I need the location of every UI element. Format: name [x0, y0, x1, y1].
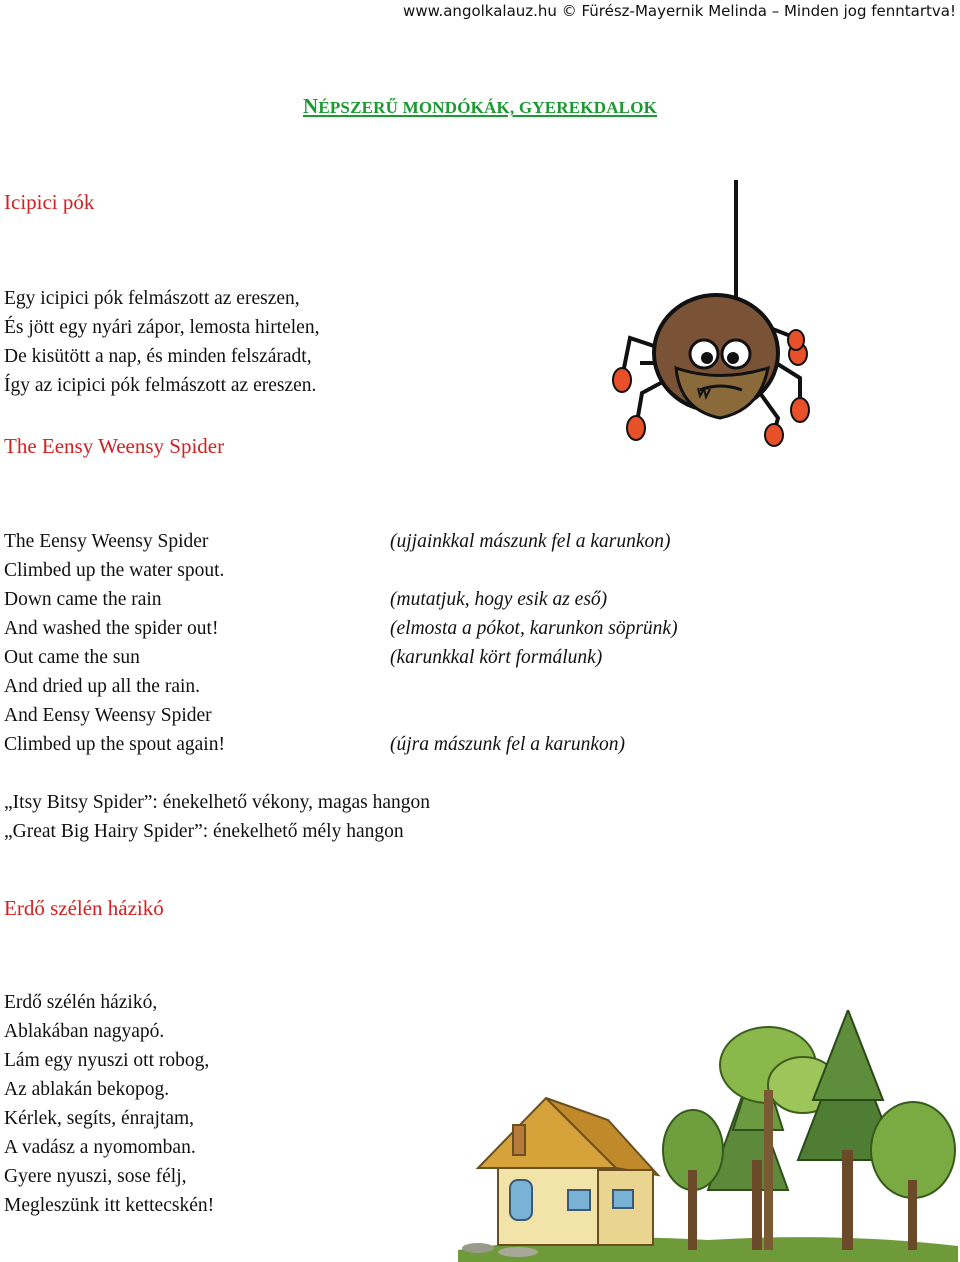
poem-line: Down came the rain: [4, 589, 162, 610]
poem-line: Out came the sun: [4, 647, 140, 668]
gesture-note: (ujjainkkal mászunk fel a karunkon): [390, 531, 671, 552]
poem-line: Az ablakán bekopog.: [4, 1079, 170, 1100]
poem-line: Gyere nyuszi, sose félj,: [4, 1166, 187, 1187]
variant-line: „Itsy Bitsy Spider”: énekelhető vékony, magas hangon: [4, 792, 431, 813]
gesture-note: (mutatjuk, hogy esik az eső): [390, 589, 608, 610]
poem-line: And Eensy Weensy Spider: [4, 705, 212, 726]
gesture-note: (karunkkal kört formálunk): [390, 647, 603, 668]
variant-line: „Great Big Hairy Spider”: énekelhető mély hangon: [4, 821, 404, 842]
poem-line: The Eensy Weensy Spider: [4, 531, 209, 552]
poem-line: És jött egy nyári zápor, lemosta hirtelen,: [4, 317, 320, 338]
page-title: [0, 94, 960, 119]
forest-house-illustration: [458, 1010, 958, 1262]
poem-line: Így az icipici pók felmászott az ereszen.: [4, 375, 317, 396]
poem-line: And dried up all the rain.: [4, 676, 201, 697]
title-rest: ÉPSZERŰ MONDÓKÁK, GYEREKDALOK: [318, 98, 658, 117]
poem-erdo-szelen: [4, 988, 214, 1220]
poem-line: A vadász a nyomomban.: [4, 1137, 196, 1158]
poem-line: Climbed up the spout again!: [4, 734, 225, 755]
title-first-letter: N: [302, 94, 319, 118]
gesture-note: [390, 701, 678, 730]
gesture-note: (elmosta a pókot, karunkon söprünk): [390, 618, 678, 639]
gesture-notes: [390, 527, 678, 759]
poem-icipici-pok: [4, 284, 319, 400]
section-heading-eensy-weensy: The Eensy Weensy Spider: [4, 434, 225, 458]
poem-line: And washed the spider out!: [4, 618, 219, 639]
poem-line: Megleszünk itt kettecskén!: [4, 1195, 215, 1216]
spider-illustration: [600, 178, 820, 448]
poem-line: Kérlek, segíts, énrajtam,: [4, 1108, 195, 1129]
section-heading-erdo-szelen: Erdő szélén házikó: [4, 896, 164, 920]
gesture-note: [390, 556, 678, 585]
poem-line: De kisütött a nap, és minden felszáradt,: [4, 346, 312, 367]
poem-line: Climbed up the water spout.: [4, 560, 225, 581]
poem-line: Lám egy nyuszi ott robog,: [4, 1050, 210, 1071]
gesture-note: [390, 672, 678, 701]
poem-line: Erdő szélén házikó,: [4, 992, 158, 1013]
poem-line: Ablakában nagyapó.: [4, 1021, 165, 1042]
poem-line: Egy icipici pók felmászott az ereszen,: [4, 288, 300, 309]
section-heading-icipici-pok: Icipici pók: [4, 190, 95, 214]
gesture-note: (újra mászunk fel a karunkon): [390, 734, 626, 755]
poem-eensy-weensy: [4, 527, 225, 759]
page-header: www.angolkalauz.hu © Fürész-Mayernik Melinda – Minden jog fenntartva!: [403, 2, 956, 20]
song-variants: [4, 788, 430, 846]
